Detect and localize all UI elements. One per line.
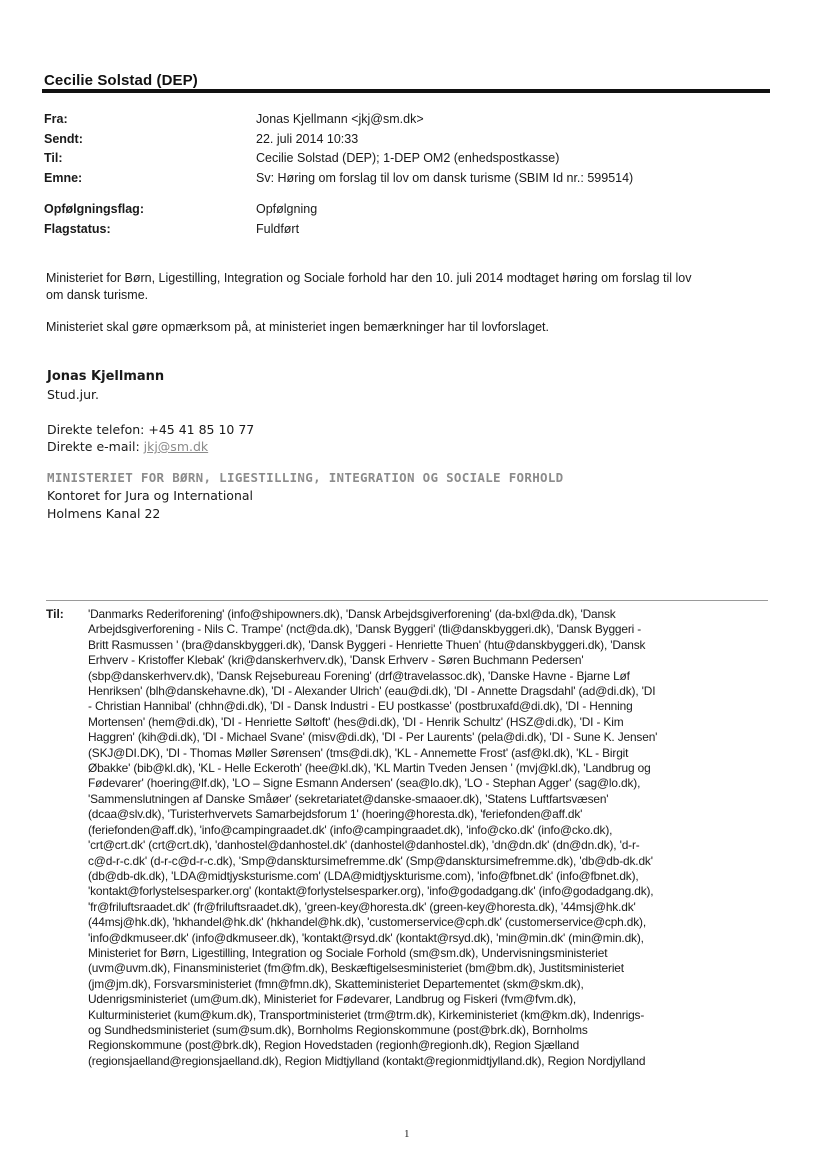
to-value: Cecilie Solstad (DEP); 1-DEP OM2 (enhedspostkasse) <box>256 151 560 165</box>
body-paragraph-1-line-2: om dansk turisme. <box>46 288 149 302</box>
subject-label: Emne: <box>44 170 83 185</box>
body-paragraph-1 <box>46 270 746 304</box>
recipients-line: Fødevarer' (hoering@lf.dk), 'LO – Signe Esmann Andersen' (sea@lo.dk), 'LO - Stephan Agger' (sag@lo.dk), <box>88 776 641 791</box>
recipients-line: Øbakke' (bib@kl.dk), 'KL - Helle Eckeroth' (hee@kl.dk), 'KL Martin Tveden Jensen ' (mvj@kl.dk), 'Landbrug og <box>88 761 651 776</box>
to-row <box>44 149 764 169</box>
signature-address: Holmens Kanal 22 <box>47 505 161 521</box>
recipients-line: (uvm@uvm.dk), Finansministeriet (fm@fm.dk), Beskæftigelsesministeriet (bm@bm.dk), Justitsministeriet <box>88 961 624 976</box>
sent-value: 22. juli 2014 10:33 <box>256 131 359 146</box>
signature-name: Jonas Kjellmann <box>47 369 165 384</box>
message-body <box>46 270 746 351</box>
recipients-line: Ministeriet for Børn, Ligestilling, Integration og Sociale Forhold (sm@sm.dk), Undervisningsministeriet <box>88 945 608 960</box>
to-label: Til: <box>44 151 63 165</box>
page-number: 1 <box>404 1128 410 1140</box>
recipients-line: (sbp@danskerhverv.dk), 'Dansk Rejsebureau Forening' (drf@travelassoc.dk), 'Danske Havne - Bjarne Løf <box>88 668 630 683</box>
header-gap <box>44 188 764 200</box>
recipients-line: Britt Rasmussen ' (bra@danskbyggeri.dk), 'Dansk Byggeri - Henriette Thuen' (htu@danskbyggeri.dk), 'Dansk <box>88 637 646 652</box>
subject-row <box>44 169 764 189</box>
body-paragraph-1-line-1: Ministeriet for Børn, Ligestilling, Integration og Sociale forhold har den 10. juli 2014 modtaget høring om forslag til lov <box>46 271 692 285</box>
message-header <box>44 110 764 239</box>
recipients-line: 'info@dkmuseer.dk' (info@dkmuseer.dk), 'kontakt@rsyd.dk' (kontakt@rsyd.dk), 'min@min.dk' (min@min.dk), <box>88 930 644 945</box>
recipients-label: Til: <box>46 607 64 621</box>
recipients-line: 'Sammenslutningen af Danske Småøer' (sekretariatet@danske-smaaoer.dk), 'Statens Luftfartsvæsen' <box>88 791 609 806</box>
recipients-line: 'kontakt@forlystelsesparker.org' (kontakt@forlystelsesparker.org), 'info@godadgang.dk' (info@godadgang.dk), <box>88 884 654 899</box>
from-value: Jonas Kjellmann <jkj@sm.dk> <box>256 112 424 126</box>
recipients-line: Arbejdsgiverforening - Nils C. Trampe' (nct@da.dk), 'Dansk Byggeri' (tli@danskbyggeri.dk), 'Dansk Byggeri - <box>88 622 642 637</box>
signature-email-line <box>47 438 747 455</box>
signature-title: Stud.jur. <box>47 387 100 402</box>
recipients-line: (db@db-dk.dk), 'LDA@midtjysksturisme.com' (LDA@midtjyskturisme.com), 'info@fbnet.dk' (info@fbnet.dk), <box>88 868 639 883</box>
recipients-line: Mortensen' (hem@di.dk), 'DI - Henriette Søltoft' (hes@di.dk), 'DI - Henrik Schultz' (HSZ@di.dk), 'DI - Kim <box>88 714 624 729</box>
flag-status-row <box>44 220 764 240</box>
recipients-line: og Sundhedsministeriet (sum@sum.dk), Bornholms Regionskommune (post@brk.dk), Bornholms <box>88 1022 588 1037</box>
signature-office: Kontoret for Jura og International <box>47 488 253 503</box>
recipients-line: 'fr@friluftsraadet.dk' (fr@friluftsraadet.dk), 'green-key@horesta.dk' (green-key@horesta.dk), '44msj@hk.dk' <box>88 899 636 914</box>
recipients-line: (jm@jm.dk), Forsvarsministeriet (fmn@fmn.dk), Skatteministeriet Departementet (skm@skm.dk), <box>88 976 584 991</box>
recipients-line: Henriksen' (blh@danskehavne.dk), 'DI - Alexander Ulrich' (eau@di.dk), 'DI - Annette Dragsdahl' (ad@di.dk), 'DI <box>88 684 656 699</box>
recipients-line: Haggren' (kih@di.dk), 'DI - Michael Svane' (misv@di.dk), 'DI - Per Laurents' (pela@di.dk), 'DI - Sune K. Jensen' <box>88 730 658 745</box>
flag-status-value: Fuldført <box>256 221 300 236</box>
recipients-line: Kulturministeriet (kum@kum.dk), Transportministeriet (trm@trm.dk), Kirkeministeriet (km@km.dk), Indenrigs- <box>88 1007 645 1022</box>
signature-ministry: MINISTERIET FOR BØRN, LIGESTILLING, INTEGRATION OG SOCIALE FORHOLD <box>47 470 564 485</box>
followup-flag-value: Opfølgning <box>256 202 318 216</box>
body-paragraph-2: Ministeriet skal gøre opmærksom på, at ministeriet ingen bemærkninger har til lovforslaget. <box>46 320 549 334</box>
signature-email-link[interactable]: jkj@sm.dk <box>143 439 209 454</box>
recipients-line: - Christian Hannibal' (chhn@di.dk), 'DI - Dansk Industri - EU postkasse' (postbruxafd@di.dk), 'DI - Henning <box>88 699 633 714</box>
signature-email-prefix: Direkte e-mail: <box>47 439 144 454</box>
recipients-line: 'Danmarks Rederiforening' (info@shipowners.dk), 'Dansk Arbejdsgiverforening' (da-bxl@da.dk), 'Dansk <box>88 607 616 621</box>
from-row <box>44 110 764 130</box>
signature-block <box>47 368 747 522</box>
sent-row <box>44 130 764 150</box>
flag-status-label: Flagstatus: <box>44 221 111 236</box>
recipients-line: Udenrigsministeriet (um@um.dk), Ministeriet for Fødevarer, Landbrug og Fiskeri (fvm@fvm.dk), <box>88 992 577 1007</box>
signature-contact <box>47 421 747 455</box>
recipients-line: Regionskommune (post@brk.dk), Region Hovedstaden (regionh@regionh.dk), Region Sjælland <box>88 1038 580 1053</box>
recipients-list <box>88 607 770 1069</box>
recipients-separator <box>46 600 768 601</box>
recipients-line: (SKJ@DI.DK), 'DI - Thomas Møller Sørensen' (tms@di.dk), 'KL - Annemette Frost' (asf@kl.dk), 'KL - Birgit <box>88 745 629 760</box>
followup-flag-label: Opfølgningsflag: <box>44 202 144 216</box>
recipients-line: (feriefonden@aff.dk), 'info@campingraadet.dk' (info@campingraadet.dk), 'info@cko.dk' (info@cko.dk), <box>88 822 613 837</box>
header-rule <box>42 89 770 93</box>
from-label: Fra: <box>44 112 68 126</box>
recipients-line: Erhverv - Kristoffer Klebak' (kri@danskerhverv.dk), 'Dansk Erhverv - Søren Buchmann Pedersen' <box>88 653 584 668</box>
recipients-line: (44msj@hk.dk), 'hkhandel@hk.dk' (hkhandel@hk.dk), 'customerservice@cph.dk' (customerservice@cph.dk), <box>88 915 647 930</box>
subject-value: Sv: Høring om forslag til lov om dansk turisme (SBIM Id nr.: 599514) <box>256 170 634 185</box>
recipients-line: 'crt@crt.dk' (crt@crt.dk), 'danhostel@danhostel.dk' (danhostel@danhostel.dk), 'dn@dn.dk' (dn@dn.dk), 'd-r- <box>88 838 640 853</box>
recipients-line: (regionsjaelland@regionsjaelland.dk), Region Midtjylland (kontakt@regionmidtjylland.dk), Region Nordjylland <box>88 1053 646 1068</box>
recipients-line: (dcaa@slv.dk), 'Turisterhvervets Samarbejdsforum 1' (hoering@horesta.dk), 'feriefonden@aff.dk' <box>88 807 583 822</box>
sent-label: Sendt: <box>44 131 83 146</box>
recipients-block <box>46 607 770 1069</box>
recipients-line: c@d-r-c.dk' (d-r-c@d-r-c.dk), 'Smp@dansktursimefremme.dk' (Smp@dansktursimefremme.dk), 'db@db-dk.dk' <box>88 853 653 868</box>
signature-phone: Direkte telefon: +45 41 85 10 77 <box>47 422 255 437</box>
followup-flag-row <box>44 200 764 220</box>
mailbox-owner-name: Cecilie Solstad (DEP) <box>44 72 198 89</box>
